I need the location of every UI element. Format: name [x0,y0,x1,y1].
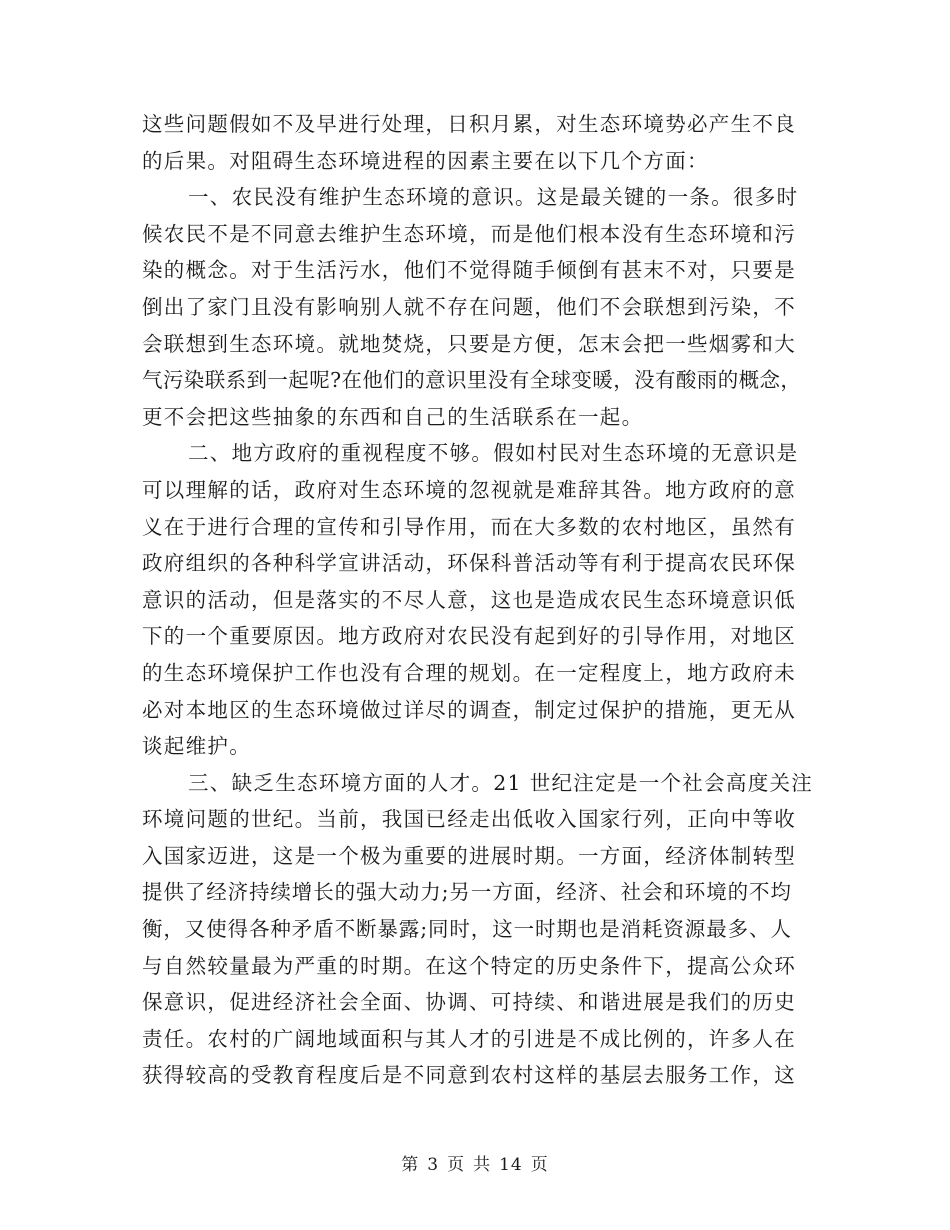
text-line: 候农民不是不同意去维护生态环境，而是他们根本没有生态环境和污 [142,221,796,246]
body-text [142,106,814,1094]
text-line: 的生态环境保护工作也没有合理的规划。在一定程度上，地方政府未 [142,660,796,685]
footer-current-page: 3 [427,1155,440,1175]
text-line: 保意识，促进经济社会全面、协调、可持续、和谐进展是我们的历史 [142,990,796,1015]
text-line: 更不会把这些抽象的东西和自己的生活联系在一起。 [142,404,644,429]
text-line: 必对本地区的生态环境做过详尽的调查，制定过保护的措施，更无从 [142,697,796,722]
footer-page-label: 第 [401,1155,420,1175]
text-line: 染的概念。对于生活污水，他们不觉得随手倾倒有甚末不对，只要是 [142,258,796,283]
text-line: 政府组织的各种科学宣讲活动，环保科普活动等有利于提高农民环保 [142,551,796,576]
text-line: 可以理解的话，政府对生态环境的忽视就是难辞其咎。地方政府的意 [142,477,796,502]
text-line: 义在于进行合理的宣传和引导作用，而在大多数的农村地区，虽然有 [142,514,796,539]
text-line: 的后果。对阻碍生态环境进程的因素主要在以下几个方面： [142,148,709,173]
paragraph-start-line: 二、地方政府的重视程度不够。假如村民对生态环境的无意识是 [188,441,799,466]
text-line: 衡，又使得各种矛盾不断暴露;同时，这一时期也是消耗资源最多、人 [142,917,792,942]
paragraph-start-line: 三、缺乏生态环境方面的人才。21 世纪注定是一个社会高度关注 [188,770,814,795]
text-line: 获得较高的受教育程度后是不同意到农村这样的基层去服务工作，这 [142,1063,796,1088]
footer-total-label: 共 [473,1155,492,1175]
text-line: 谈起维护。 [142,734,251,759]
text-line: 倒出了家门且没有影响别人就不存在问题，他们不会联想到污染，不 [142,294,796,319]
text-line: 这些问题假如不及早进行处理，日积月累，对生态环境势必产生不良 [142,112,796,136]
paragraph-start-line: 一、农民没有维护生态环境的意识。这是最关键的一条。很多时 [188,185,799,210]
text-line: 意识的活动，但是落实的不尽人意，这也是造成农民生态环境意识低 [142,587,796,612]
text-line: 环境问题的世纪。当前，我国已经走出低收入国家行列，正向中等收 [142,807,796,832]
text-line: 会联想到生态环境。就地焚烧，只要是方便，怎末会把一些烟雾和大 [142,331,796,356]
page-footer [0,1150,950,1175]
text-line: 气污染联系到一起呢?在他们的意识里没有全球变暖，没有酸雨的概念， [142,368,802,393]
text-line: 下的一个重要原因。地方政府对农民没有起到好的引导作用，对地区 [142,624,796,649]
footer-total-unit: 页 [530,1155,549,1175]
text-line: 提供了经济持续增长的强大动力;另一方面，经济、社会和环境的不均 [142,880,792,905]
footer-page-unit: 页 [447,1155,466,1175]
text-line: 与自然较量最为严重的时期。在这个特定的历史条件下，提高公众环 [142,953,796,978]
text-line: 入国家迈进，这是一个极为重要的进展时期。一方面，经济体制转型 [142,843,796,868]
text-line: 责任。农村的广阔地域面积与其人才的引进是不成比例的，许多人在 [142,1026,796,1051]
footer-total-pages: 14 [499,1155,523,1175]
